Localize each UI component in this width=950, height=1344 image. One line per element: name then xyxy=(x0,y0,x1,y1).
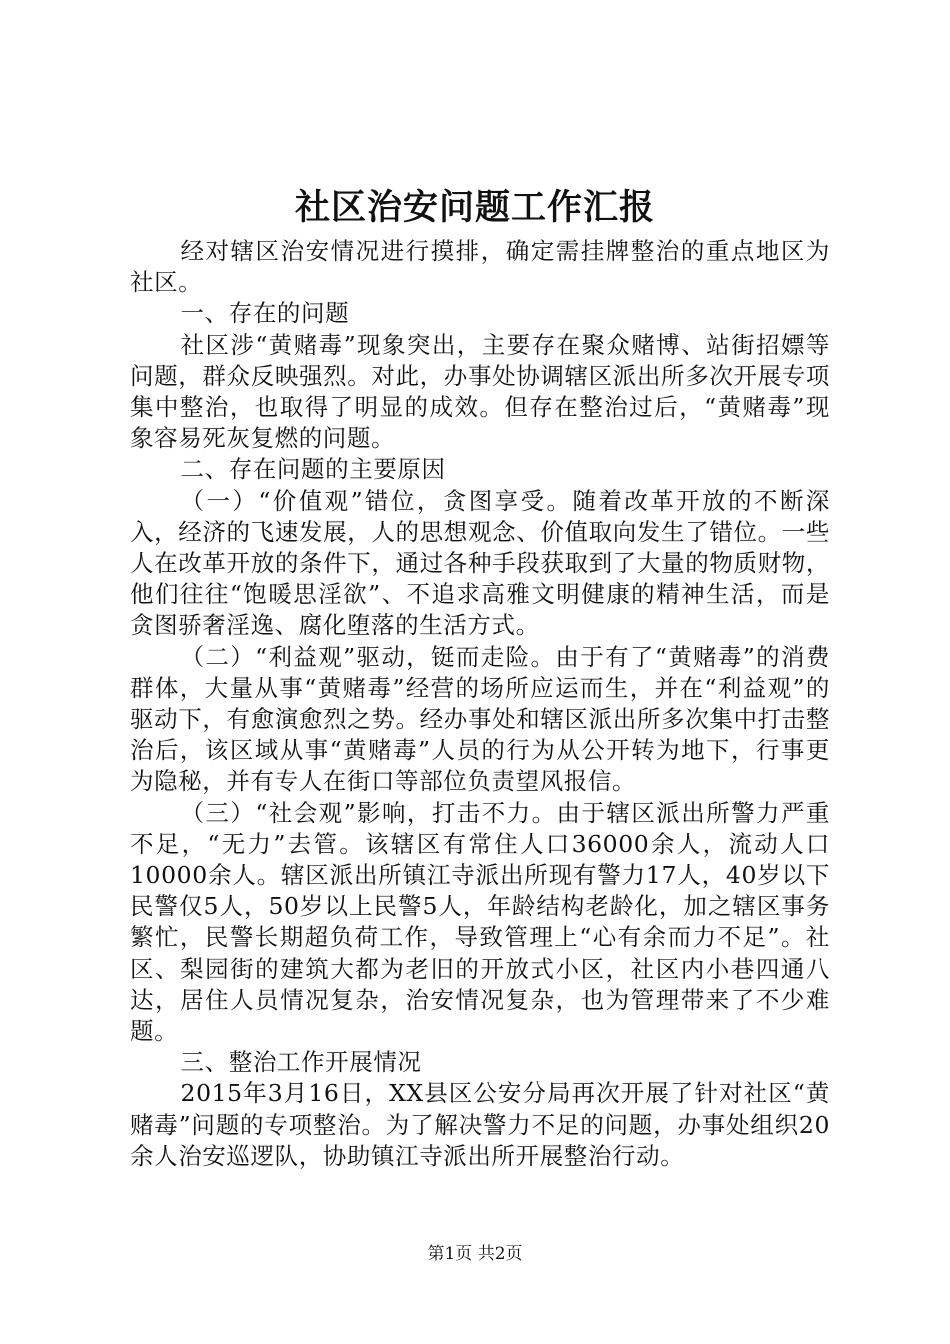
document-body xyxy=(130,236,830,1172)
document-title: 社区治安问题工作汇报 xyxy=(294,187,655,228)
actions-paragraph: 2015年3月16日，XX县区公安分局再次开展了针对社区“黄赌毒”问题的专项整治。为了解决警力不足的问题，办事处组织20余人治安巡逻队，协助镇江寺派出所开展整治行动。 xyxy=(130,1079,830,1170)
cause-paragraph-1: （一）“价值观”错位，贪图享受。随着改革开放的不断深入，经济的飞速发展，人的思想观念、价值取向发生了错位。一些人在改革开放的条件下，通过各种手段获取到了大量的物质财物，他们往往“饱暖思淫欲”、不追求高雅文明健康的精神生活，而是贪图骄奢淫逸、腐化堕落的生活方式。 xyxy=(130,486,830,640)
section-heading-actions: 三、整治工作开展情况 xyxy=(180,1048,422,1077)
cause-paragraph-3: （三）“社会观”影响，打击不力。由于辖区派出所警力严重不足，“无力”去管。该辖区有常住人口36000余人，流动人口10000余人。辖区派出所镇江寺派出所现有警力17人，40岁以下民警仅5人，50岁以上民警5人，年龄结构老龄化，加之辖区事务繁忙，民警长期超负荷工作，导致管理上“心有余而力不足”。社区、梨园街的建筑大都为老旧的开放式小区，社区内小巷四通八达，居住人员情况复杂，治安情况复杂，也为管理带来了不少难题。 xyxy=(130,798,830,1046)
problems-paragraph: 社区涉“黄赌毒”现象突出，主要存在聚众赌博、站街招嫖等问题，群众反映强烈。对此，办事处协调辖区派出所多次开展专项集中整治，也取得了明显的成效。但存在整治过后，“黄赌毒”现象容易死灰复燃的问题。 xyxy=(130,330,830,453)
cause-paragraph-2: （二）“利益观”驱动，铤而走险。由于有了“黄赌毒”的消费群体，大量从事“黄赌毒”经营的场所应运而生，并在“利益观”的驱动下，有愈演愈烈之势。经办事处和辖区派出所多次集中打击整治后，该区域从事“黄赌毒”人员的行为从公开转为地下，行事更为隐秘，并有专人在街口等部位负责望风报信。 xyxy=(130,642,830,796)
section-heading-causes: 二、存在问题的主要原因 xyxy=(180,455,446,484)
intro-paragraph: 经对辖区治安情况进行摸排，确定需挂牌整治的重点地区为社区。 xyxy=(130,237,830,297)
page-number-footer: 第1页 共2页 xyxy=(427,1244,523,1264)
section-heading-problems: 一、存在的问题 xyxy=(180,299,350,328)
